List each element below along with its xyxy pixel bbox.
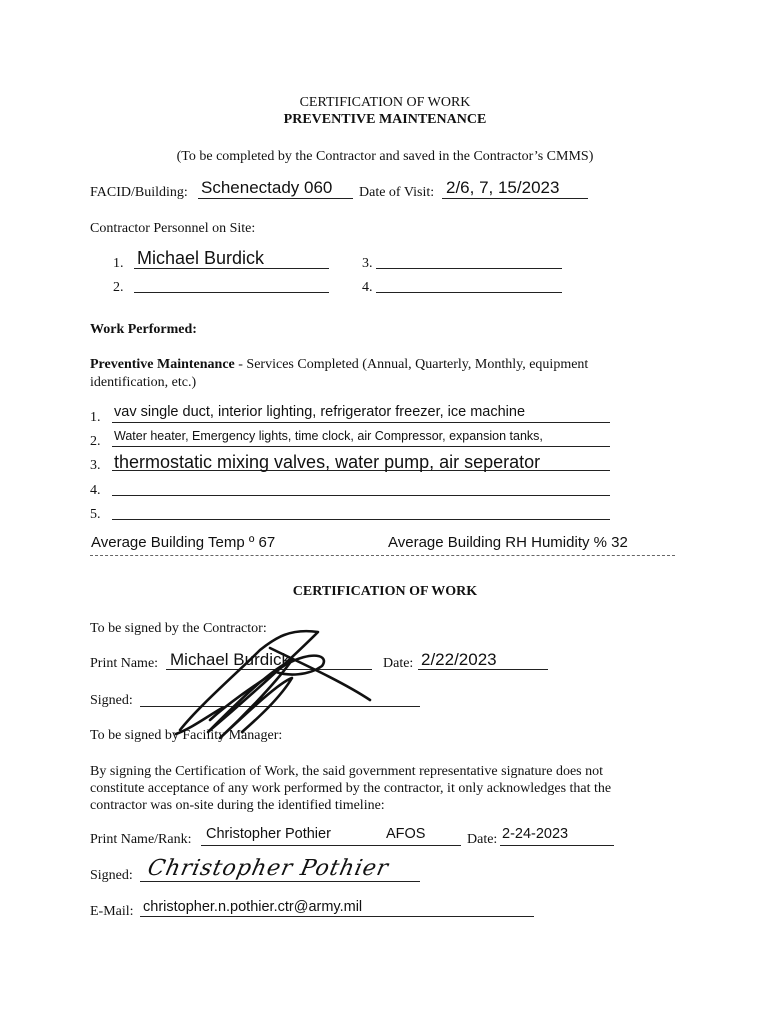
email-label: E-Mail: <box>90 904 134 919</box>
pm-description <box>90 357 588 373</box>
contractor-signed-label: Signed: <box>90 693 133 708</box>
average-humidity-field[interactable]: Average Building RH Humidity % 32 <box>388 534 628 551</box>
disclaimer-line: constitute acceptance of any work performed by the contractor, it only acknowledges that the <box>90 781 612 796</box>
date-of-visit-underline <box>442 198 588 199</box>
date-of-visit-field[interactable]: 2/6, 7, 15/2023 <box>446 178 560 197</box>
work-item-number: 3. <box>90 458 101 473</box>
facility-manager-signed-label: Signed: <box>90 868 133 883</box>
average-temp-field[interactable]: Average Building Temp º 67 <box>91 534 276 551</box>
work-item-underline <box>112 446 610 447</box>
work-item-4-field[interactable] <box>112 495 610 496</box>
personnel-1-field[interactable]: Michael Burdick <box>137 248 265 268</box>
facid-underline <box>198 198 353 199</box>
facility-manager-date-field[interactable]: 2-24-2023 <box>502 826 569 842</box>
document-subtitle: PREVENTIVE MAINTENANCE <box>283 112 487 127</box>
work-item-number: 5. <box>90 507 101 522</box>
pm-description-line2: identification, etc.) <box>90 375 197 390</box>
rank-field[interactable]: AFOS <box>386 826 426 842</box>
section-divider <box>90 555 675 556</box>
work-item-2-field[interactable]: Water heater, Emergency lights, time clock, air Compressor, expansion tanks, <box>114 429 543 443</box>
work-item-number: 1. <box>90 410 101 425</box>
work-item-1-field[interactable]: vav single duct, interior lighting, refrigerator freezer, ice machine <box>114 404 526 420</box>
pm-description-text: - Services Completed (Annual, Quarterly, Monthly, equipment <box>234 357 589 372</box>
contractor-date-label: Date: <box>383 656 414 671</box>
facility-manager-label: To be signed by Facility Manager: <box>90 728 283 743</box>
email-underline <box>140 916 534 917</box>
work-item-5-field[interactable] <box>112 519 610 520</box>
personnel-2-field[interactable] <box>134 292 329 293</box>
personnel-4-field[interactable] <box>376 292 562 293</box>
personnel-label: Contractor Personnel on Site: <box>90 221 256 236</box>
disclaimer-line: By signing the Certification of Work, the said government representative signature does not <box>90 764 603 779</box>
print-name-rank-label: Print Name/Rank: <box>90 832 192 847</box>
personnel-number: 3. <box>362 256 373 271</box>
instruction-text: (To be completed by the Contractor and saved in the Contractor’s CMMS) <box>176 149 594 164</box>
facid-field[interactable]: Schenectady 060 <box>201 178 333 197</box>
print-name-rank-underline <box>201 845 461 846</box>
facility-manager-date-underline <box>500 845 614 846</box>
personnel-3-field[interactable] <box>376 268 562 269</box>
facility-manager-signature-line[interactable] <box>140 881 420 882</box>
work-item-number: 4. <box>90 483 101 498</box>
work-item-underline <box>112 422 610 423</box>
personnel-number: 4. <box>362 280 373 295</box>
print-name-field[interactable]: Michael Burdick <box>170 650 290 669</box>
contractor-signature-image <box>140 620 390 740</box>
work-item-3-field[interactable]: thermostatic mixing valves, water pump, air seperator <box>114 452 541 472</box>
contractor-date-field[interactable]: 2/22/2023 <box>421 650 497 669</box>
work-performed-heading: Work Performed: <box>90 322 197 337</box>
facility-manager-signature-image: Christopher Pothier <box>145 856 392 881</box>
document-title: CERTIFICATION OF WORK <box>299 95 471 110</box>
contractor-sign-label: To be signed by the Contractor: <box>90 621 267 636</box>
print-name-rank-field[interactable]: Christopher Pothier <box>206 826 331 842</box>
date-of-visit-label: Date of Visit: <box>359 185 435 200</box>
email-field[interactable]: christopher.n.pothier.ctr@army.mil <box>143 899 363 915</box>
disclaimer-line: contractor was on-site during the identified timeline: <box>90 798 385 813</box>
work-item-number: 2. <box>90 434 101 449</box>
print-name-label: Print Name: <box>90 656 159 671</box>
facility-manager-date-label: Date: <box>467 832 498 847</box>
personnel-number: 1. <box>113 256 124 271</box>
certification-heading: CERTIFICATION OF WORK <box>292 584 478 599</box>
pm-bold-label: Preventive Maintenance <box>90 357 235 372</box>
facid-label: FACID/Building: <box>90 185 188 200</box>
personnel-number: 2. <box>113 280 124 295</box>
